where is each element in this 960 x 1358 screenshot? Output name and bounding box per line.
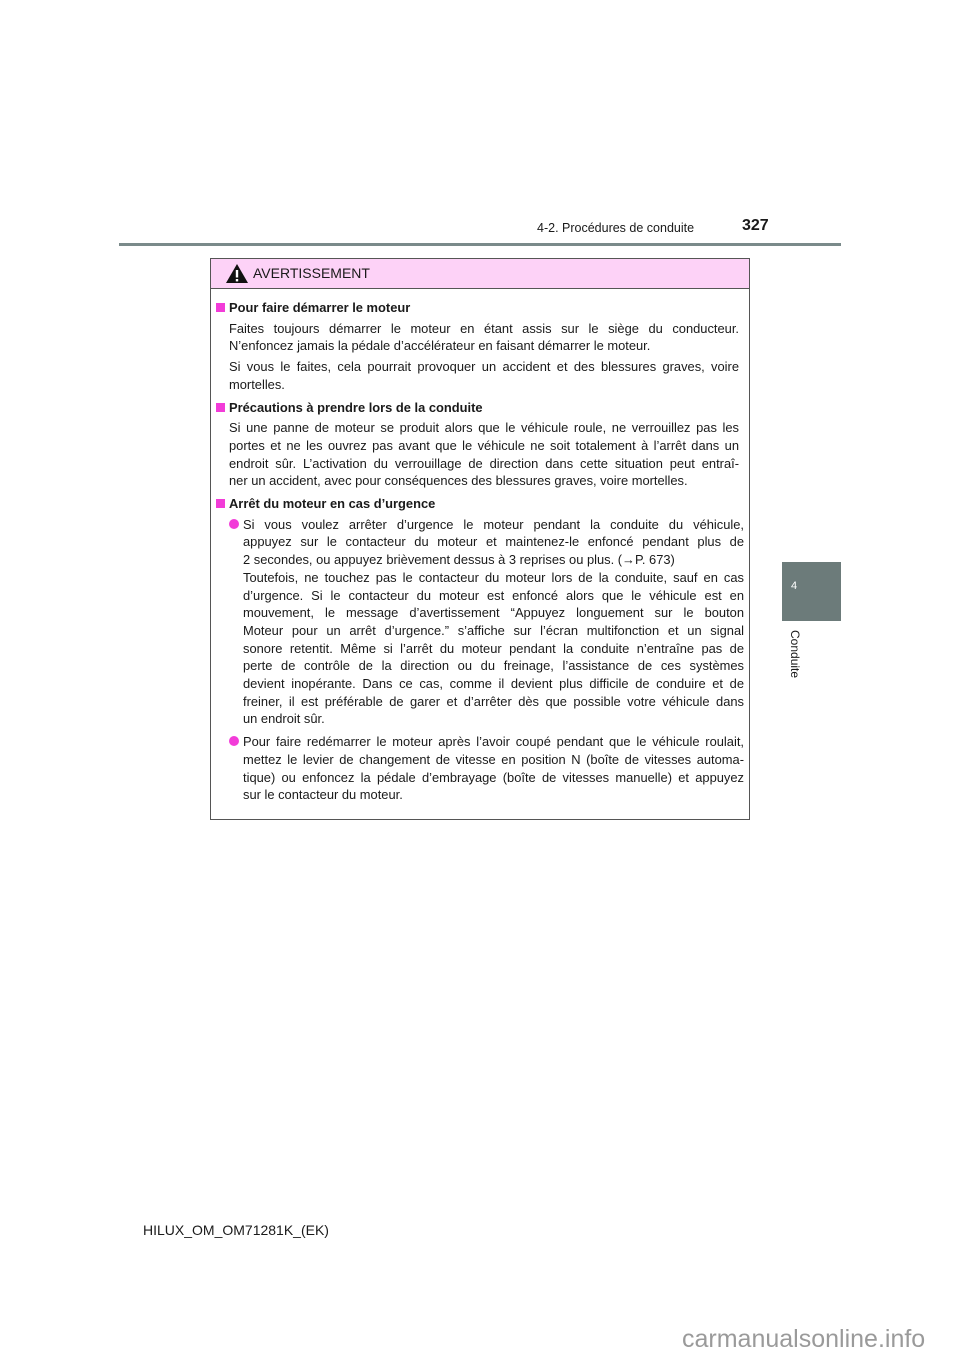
section-title: 4-2. Procédures de conduite <box>537 221 695 235</box>
text-line: devient inopérante. Dans ce cas, comme il devient plus difficile de conduire et de <box>243 676 744 692</box>
warning-section <box>211 495 749 804</box>
header-rule <box>119 243 841 246</box>
text-line: appuyez sur le contacteur du moteur et maintenez-le enfoncé pendant plus de <box>243 534 744 550</box>
text-line: freiner, il est préférable de garer et d’arrêter dès que possible votre véhicule dans <box>243 693 744 709</box>
section-heading <box>211 299 749 317</box>
text-line: d’urgence. Si le contacteur du moteur est enfoncé alors que le véhicule est en <box>243 587 744 603</box>
section-heading <box>211 495 749 513</box>
text-line: Faites toujours démarrer le moteur en étant assis sur le siège du conducteur. <box>229 320 739 336</box>
circle-bullet-icon <box>229 736 239 746</box>
text-line: Si une panne de moteur se produit alors que le véhicule roule, ne verrouillez pas les <box>229 420 739 436</box>
section-heading-text: Arrêt du moteur en cas d’urgence <box>229 496 436 512</box>
text-line: mettez le levier de changement de vitesse en position N (boîte de vitesses automa- <box>243 751 744 767</box>
text-line: mortelles. <box>229 376 285 392</box>
document-code: HILUX_OM_OM71281K_(EK) <box>143 1222 329 1238</box>
circle-bullet-icon <box>229 519 239 529</box>
text-line: mouvement, le message d’avertissement “Appuyez longuement sur le bouton <box>243 605 744 621</box>
paragraph <box>229 320 739 355</box>
text-line: portes et ne les ouvrez pas avant que le véhicule ne soit totalement à l’arrêt dans un <box>229 437 739 453</box>
text-line: endroit sûr. L’activation du verrouillage de direction dans cette situation peut entraî- <box>229 455 739 471</box>
watermark[interactable]: carmanualsonline.info <box>682 1325 926 1353</box>
section-heading-text: Précautions à prendre lors de la conduite <box>229 399 483 415</box>
paragraph <box>229 419 739 490</box>
text-line: 2 secondes, ou appuyez brièvement dessus à 3 reprises ou plus. (→P. 673) <box>243 552 675 568</box>
text-line: Toutefois, ne touchez pas le contacteur du moteur lors de la conduite, sauf en cas <box>243 569 744 585</box>
text-line: ner un accident, avec pour conséquences des blessures graves, voire mortelles. <box>229 473 688 489</box>
text-line: tique) ou enfoncez la pédale d’embrayage (boîte de vitesses manuelle) et appuyez <box>243 769 744 785</box>
text-line: sur le contacteur du moteur. <box>243 787 403 803</box>
text-line: sonore retentit. Même si l’arrêt du moteur pendant la conduite n’entraîne pas de <box>243 640 744 656</box>
square-bullet-icon <box>216 499 225 508</box>
warning-title: AVERTISSEMENT <box>253 265 370 281</box>
warning-triangle-icon <box>225 263 249 284</box>
square-bullet-icon <box>216 403 225 412</box>
warning-box <box>210 258 750 820</box>
chapter-label: Conduite <box>788 630 802 679</box>
chapter-tab[interactable] <box>782 562 841 621</box>
chapter-number: 4 <box>791 580 798 592</box>
text-line: Pour faire redémarrer le moteur après l’avoir coupé pendant que le véhicule roulait, <box>243 734 744 750</box>
warning-section <box>211 399 749 491</box>
text-line: N’enfoncez jamais la pédale d’accélérateur en faisant démarrer le moteur. <box>229 338 651 354</box>
text-line: Moteur pour un arrêt d’urgence.” s’affiche sur l’écran multifonction et un signal <box>243 622 744 638</box>
text-line: perte de contrôle de la direction ou du freinage, l’assistance de ces systèmes <box>243 658 744 674</box>
text-line: Si vous le faites, cela pourrait provoquer un accident et des blessures graves, voire <box>229 359 739 375</box>
section-heading <box>211 399 749 417</box>
square-bullet-icon <box>216 303 225 312</box>
warning-section <box>211 299 749 394</box>
section-heading-text: Pour faire démarrer le moteur <box>229 300 411 315</box>
text-line: Si vous voulez arrêter d’urgence le moteur pendant la conduite du véhicule, <box>243 516 744 532</box>
text-line: un endroit sûr. <box>243 711 325 727</box>
paragraph <box>229 358 739 393</box>
bullet-item <box>243 516 744 728</box>
warning-content <box>211 289 749 804</box>
warning-header <box>211 259 749 289</box>
bullet-item <box>243 733 744 804</box>
page-number: 327 <box>742 217 769 234</box>
